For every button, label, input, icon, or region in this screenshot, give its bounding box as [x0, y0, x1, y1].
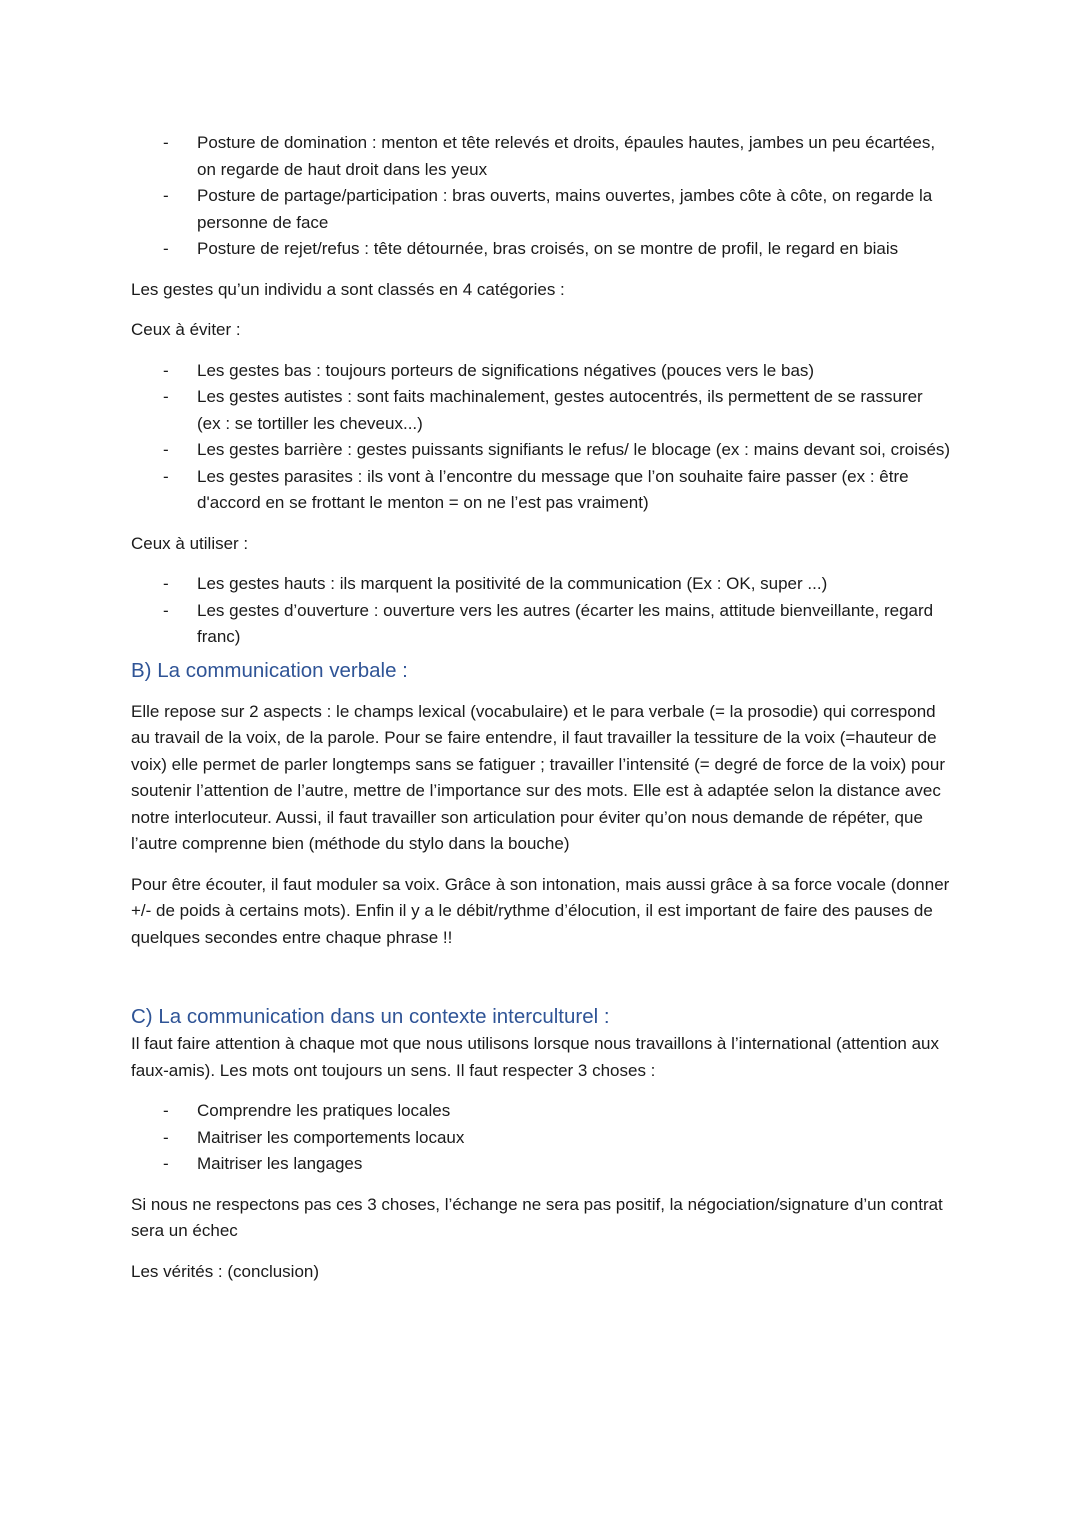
posture-rejet: Posture de rejet/refus : tête détournée, bras croisés, on se montre de profil, le regard en biais	[197, 239, 899, 258]
utiliser-label: Ceux à utiliser :	[131, 533, 249, 553]
geste-barriere: Les gestes barrière : gestes puissants signifiants le refus/ le blocage (ex : mains devant soi, croisés)	[197, 440, 951, 459]
list-item	[131, 598, 951, 651]
list-item	[131, 1098, 951, 1125]
bullet-dash: -	[163, 387, 169, 406]
list-item	[131, 358, 951, 385]
geste-ouverture: Les gestes d’ouverture : ouverture vers les autres (écarter les mains, attitude bienveillante, regard franc)	[197, 600, 934, 646]
bullet-dash: -	[163, 1154, 169, 1173]
list-item	[131, 437, 951, 464]
section-b-heading: B) La communication verbale :	[131, 658, 408, 682]
section-c-para-2: Si nous ne respectons pas ces 3 choses, l’échange ne sera pas positif, la négociation/signature d’un contrat sera un échec	[131, 1194, 943, 1240]
section-c-para-1: Il faut faire attention à chaque mot que nous utilisons lorsque nous travaillons à l’international (attention aux faux-amis). Les mots ont toujours un sens. Il faut respecter 3 choses :	[131, 1034, 939, 1080]
bullet-dash: -	[163, 133, 169, 152]
section-c-heading: C) La communication dans un contexte interculturel :	[131, 1005, 610, 1028]
geste-bas: Les gestes bas : toujours porteurs de significations négatives (pouces vers le bas)	[197, 360, 815, 380]
geste-haut: Les gestes hauts : ils marquent la positivité de la communication (Ex : OK, super ...)	[197, 574, 828, 593]
gestes-eviter-list	[131, 358, 951, 517]
posture-domination: Posture de domination : menton et tête relevés et droits, épaules hautes, jambes un peu écartées, on regarde de haut droit dans les yeux	[197, 133, 936, 179]
conclusion-label: Les vérités : (conclusion)	[131, 1261, 320, 1281]
list-item	[131, 1151, 951, 1178]
list-item	[131, 1125, 951, 1152]
bullet-dash: -	[163, 1127, 169, 1147]
bullet-dash: -	[163, 440, 169, 459]
respecter-list	[131, 1098, 951, 1178]
geste-autiste: Les gestes autistes : sont faits machinalement, gestes autocentrés, ils permettent de se rassurer (ex : se tortiller les cheveux...)	[197, 387, 923, 433]
bullet-dash: -	[163, 466, 169, 486]
bullet-dash: -	[163, 600, 169, 620]
respecter-item-langages: Maitriser les langages	[197, 1154, 363, 1173]
page-content	[131, 130, 951, 1285]
geste-parasite: Les gestes parasites : ils vont à l’encontre du message que l’on souhaite faire passer (ex : être d'accord en se frottant le menton = on ne l’est pas vraiment)	[197, 466, 909, 512]
list-item	[131, 183, 951, 236]
section-b-para-2: Pour être écouter, il faut moduler sa voix. Grâce à son intonation, mais aussi grâce à sa force vocale (donner +/- de poids à certains mots). Enfin il y a le débit/rythme d’élocution, il est important de faire des pauses de quelques secondes entre chaque phrase !!	[131, 874, 950, 947]
bullet-dash: -	[163, 1101, 169, 1120]
posture-partage: Posture de partage/participation : bras ouverts, mains ouvertes, jambes côte à côte, on regarde la personne de face	[197, 186, 933, 232]
gestes-intro: Les gestes qu’un individu a sont classés en 4 catégories :	[131, 279, 565, 299]
bullet-dash: -	[163, 360, 169, 380]
bullet-dash: -	[163, 186, 169, 205]
bullet-dash: -	[163, 239, 169, 258]
gestes-utiliser-list	[131, 571, 951, 651]
list-item	[131, 571, 951, 598]
list-item	[131, 384, 951, 437]
list-item	[131, 464, 951, 517]
list-item	[131, 130, 951, 183]
section-b-para-1: Elle repose sur 2 aspects : le champs lexical (vocabulaire) et le para verbale (= la prosodie) qui correspond au travail de la voix, de la parole. Pour se faire entendre, il faut travailler la tessiture de la voix (=hauteur de voix) elle permet de parler longtemps sans se fatiguer ; travailler l’intensité (= degré de force de la voix) pour soutenir l’attention de l’autre, mettre de l’importance sur des mots. Elle est à adaptée selon la distance avec notre interlocuteur. Aussi, il faut travailler son articulation pour éviter qu’on nous demande de répéter, que l’autre comprenne bien (méthode du stylo dans la bouche)	[131, 701, 946, 853]
eviter-label: Ceux à éviter :	[131, 320, 241, 339]
respecter-item-comportements: Maitriser les comportements locaux	[197, 1127, 465, 1147]
respecter-item-pratiques: Comprendre les pratiques locales	[197, 1101, 451, 1120]
postures-list	[131, 130, 951, 263]
list-item	[131, 236, 951, 263]
bullet-dash: -	[163, 574, 169, 593]
